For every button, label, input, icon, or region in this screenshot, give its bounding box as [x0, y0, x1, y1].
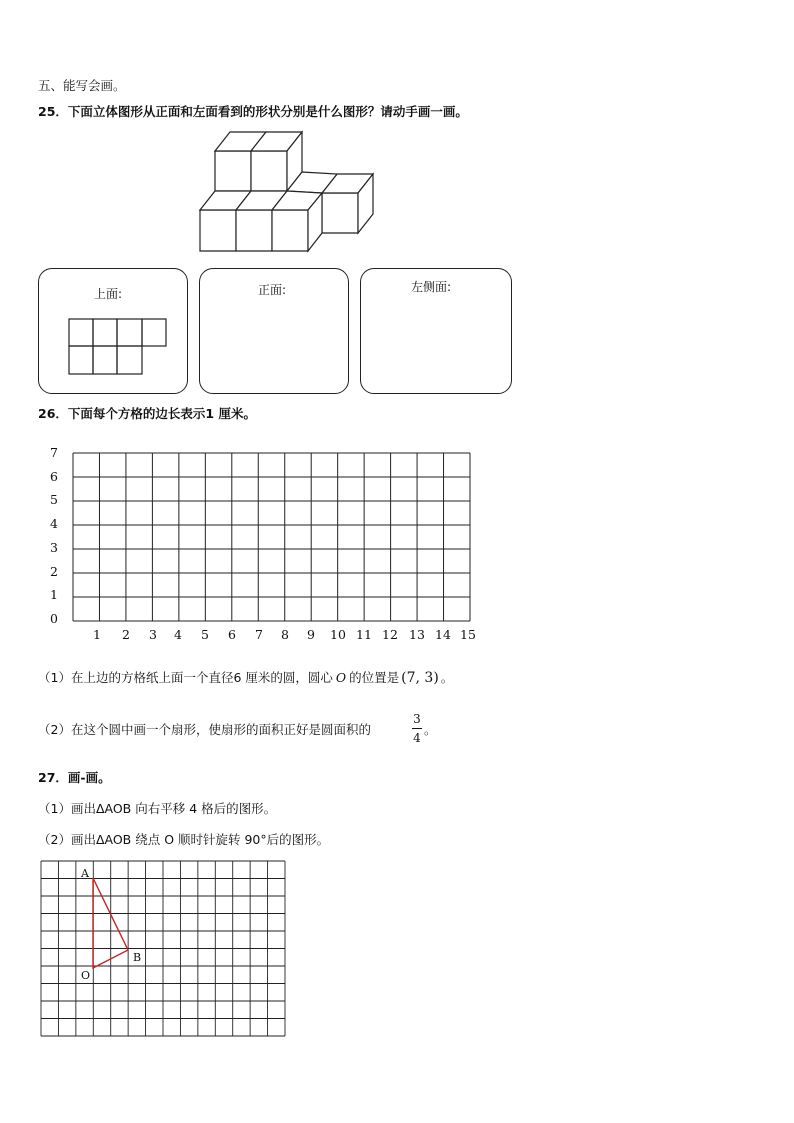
front-view-label: 正面: — [258, 283, 287, 297]
section-heading: 五、能写会画。 — [38, 78, 126, 93]
y-label-0: 0 — [50, 611, 58, 626]
y-label-5: 5 — [50, 492, 58, 507]
x-label-14: 14 — [435, 627, 451, 642]
x-label-7: 7 — [255, 627, 263, 642]
x-label-6: 6 — [228, 627, 236, 642]
x-label-10: 10 — [330, 627, 346, 642]
triangle-aob — [93, 878, 128, 968]
x-label-3: 3 — [149, 627, 157, 642]
left-view-label: 左侧面: — [411, 280, 452, 294]
point-o-label: O — [81, 969, 91, 982]
y-label-6: 6 — [50, 469, 58, 484]
q26-part2-prefix: （2）在这个圆中画一个扇形，使扇形的面积正好是圆面积的 — [38, 722, 371, 737]
x-label-5: 5 — [201, 627, 209, 642]
q26-part2-end: 。 — [424, 722, 437, 737]
y-label-7: 7 — [50, 445, 58, 460]
y-label-2: 2 — [50, 564, 58, 579]
point-a-label: A — [81, 867, 89, 880]
y-label-3: 3 — [50, 540, 58, 555]
q25-title: 25．下面立体图形从正面和左面看到的形状分别是什么图形？请动手画一画。 — [38, 104, 468, 119]
x-label-12: 12 — [382, 627, 398, 642]
center-variable: O — [335, 670, 347, 685]
x-label-8: 8 — [281, 627, 289, 642]
x-label-2: 2 — [122, 627, 130, 642]
q26-part1 — [38, 670, 453, 686]
y-label-4: 4 — [50, 516, 58, 531]
q26-part1-end: 。 — [440, 670, 454, 685]
x-label-4: 4 — [174, 627, 182, 642]
q27-title: 27．画-画。 — [38, 770, 111, 785]
x-label-11: 11 — [356, 627, 372, 642]
point-b-label: B — [133, 951, 142, 964]
x-label-9: 9 — [307, 627, 315, 642]
fraction-numerator: 3 — [413, 712, 421, 726]
top-view-label: 上面: — [94, 287, 123, 301]
q27-part2: （2）画出ΔAOB 绕点 O 顺时针旋转 90°后的图形。 — [38, 832, 330, 847]
fraction-denominator: 4 — [413, 731, 421, 745]
fraction-bar — [412, 728, 422, 729]
q26-part1-prefix: （1）在上边的方格纸上面一个直径6 厘米的圆，圆心 — [38, 670, 333, 685]
q26-part1-mid: 的位置是 — [349, 670, 400, 685]
y-label-1: 1 — [50, 587, 58, 602]
x-label-13: 13 — [409, 627, 425, 642]
q27-part1: （1）画出ΔAOB 向右平移 4 格后的图形。 — [38, 801, 277, 816]
q26-title: 26．下面每个方格的边长表示1 厘米。 — [38, 406, 256, 421]
center-coordinate: (7, 3) — [401, 670, 439, 686]
x-label-15: 15 — [460, 627, 476, 642]
x-label-1: 1 — [93, 627, 101, 642]
